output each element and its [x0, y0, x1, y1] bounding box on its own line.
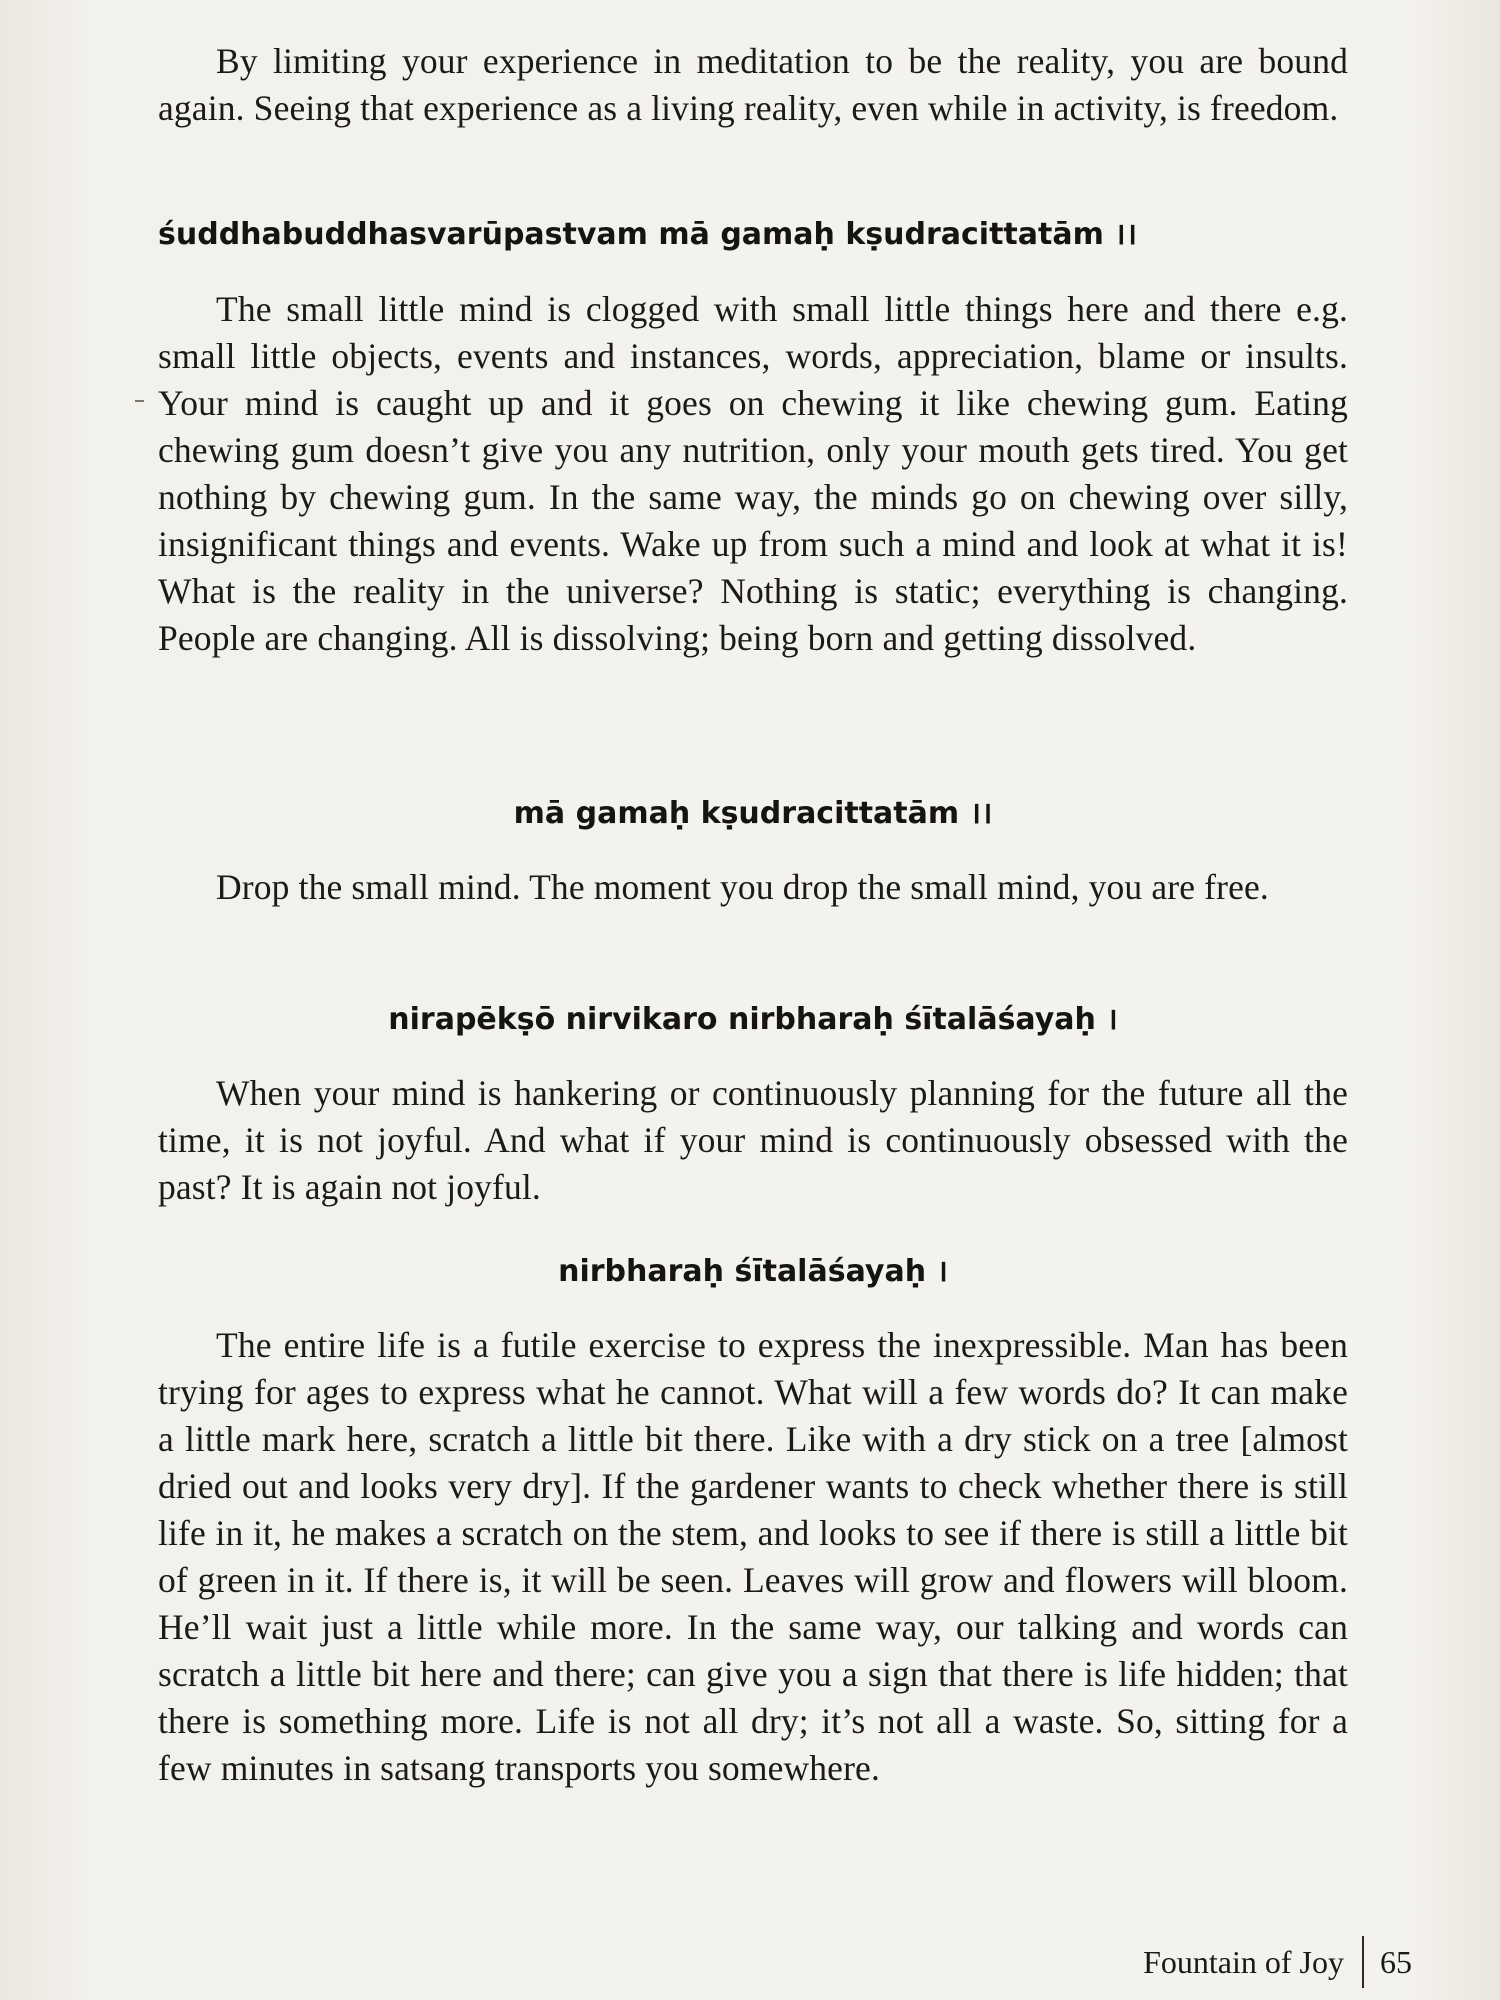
paragraph-3: Drop the small mind. The moment you drop the small mind, you are free.: [216, 867, 1269, 907]
paragraph-1: By limiting your experience in meditation to be the reality, you are bound again. Seeing that experience as a living reality, even while in activity, is freedom.: [158, 41, 1348, 128]
page-number: 65: [1380, 1943, 1412, 1980]
paragraph-2: The small little mind is clogged with small little things here and there e.g. small little objects, events and instances, words, appreciation, blame or insults. Your mind is caught up and it goes on chewing it like chewing gum. Eating chewing gum doesn’t give you any nutrition, only your mouth gets tired. You get nothing by chewing gum. In the same way, the minds go on chewing over silly, insignificant things and events. Wake up from such a mind and look at what it is! What is the reality in the universe? Nothing is static; everything is changing. People are changing. All is dissolving; being born and getting dissolved.: [158, 289, 1348, 658]
paragraph-5: The entire life is a futile exercise to express the inexpressible. Man has been trying for ages to express what he cannot. What will a few words do? It can make a little mark here, scratch a little bit there. Like with a dry stick on a tree [almost dried out and looks very dry]. If the gardener wants to check whether there is still life in it, he makes a scratch on the stem, and looks to see if there is still a little bit of green in it. If there is, it will be seen. Leaves will grow and flowers will bloom. He’ll wait just a little while more. In the same way, our talking and words can scratch a little bit here and there; can give you a sign that there is life hidden; that there is something more. Life is not all dry; it’s not all a waste. So, sitting for a few minutes in satsang transports you somewhere.: [158, 1325, 1348, 1788]
margin-pencil-mark: [135, 400, 144, 402]
footer-divider: [1362, 1936, 1364, 1988]
running-footer-title: Fountain of Joy: [1143, 1943, 1344, 1980]
verse-2: mā gamaḥ kṣudracittatām ।।: [513, 796, 993, 831]
verse-4: nirbharaḥ śītalāśayaḥ ।: [558, 1254, 948, 1289]
verse-1: śuddhabuddhasvarūpastvam mā gamaḥ kṣudracittatām ।।: [158, 217, 1138, 252]
verse-3: nirapēkṣō nirvikaro nirbharaḥ śītalāśayaḥ ।: [388, 1002, 1118, 1037]
page-footer: [1143, 1940, 1412, 1984]
paragraph-4: When your mind is hankering or continuously planning for the future all the time, it is not joyful. And what if your mind is continuously obsessed with the past? It is again not joyful.: [158, 1073, 1348, 1207]
